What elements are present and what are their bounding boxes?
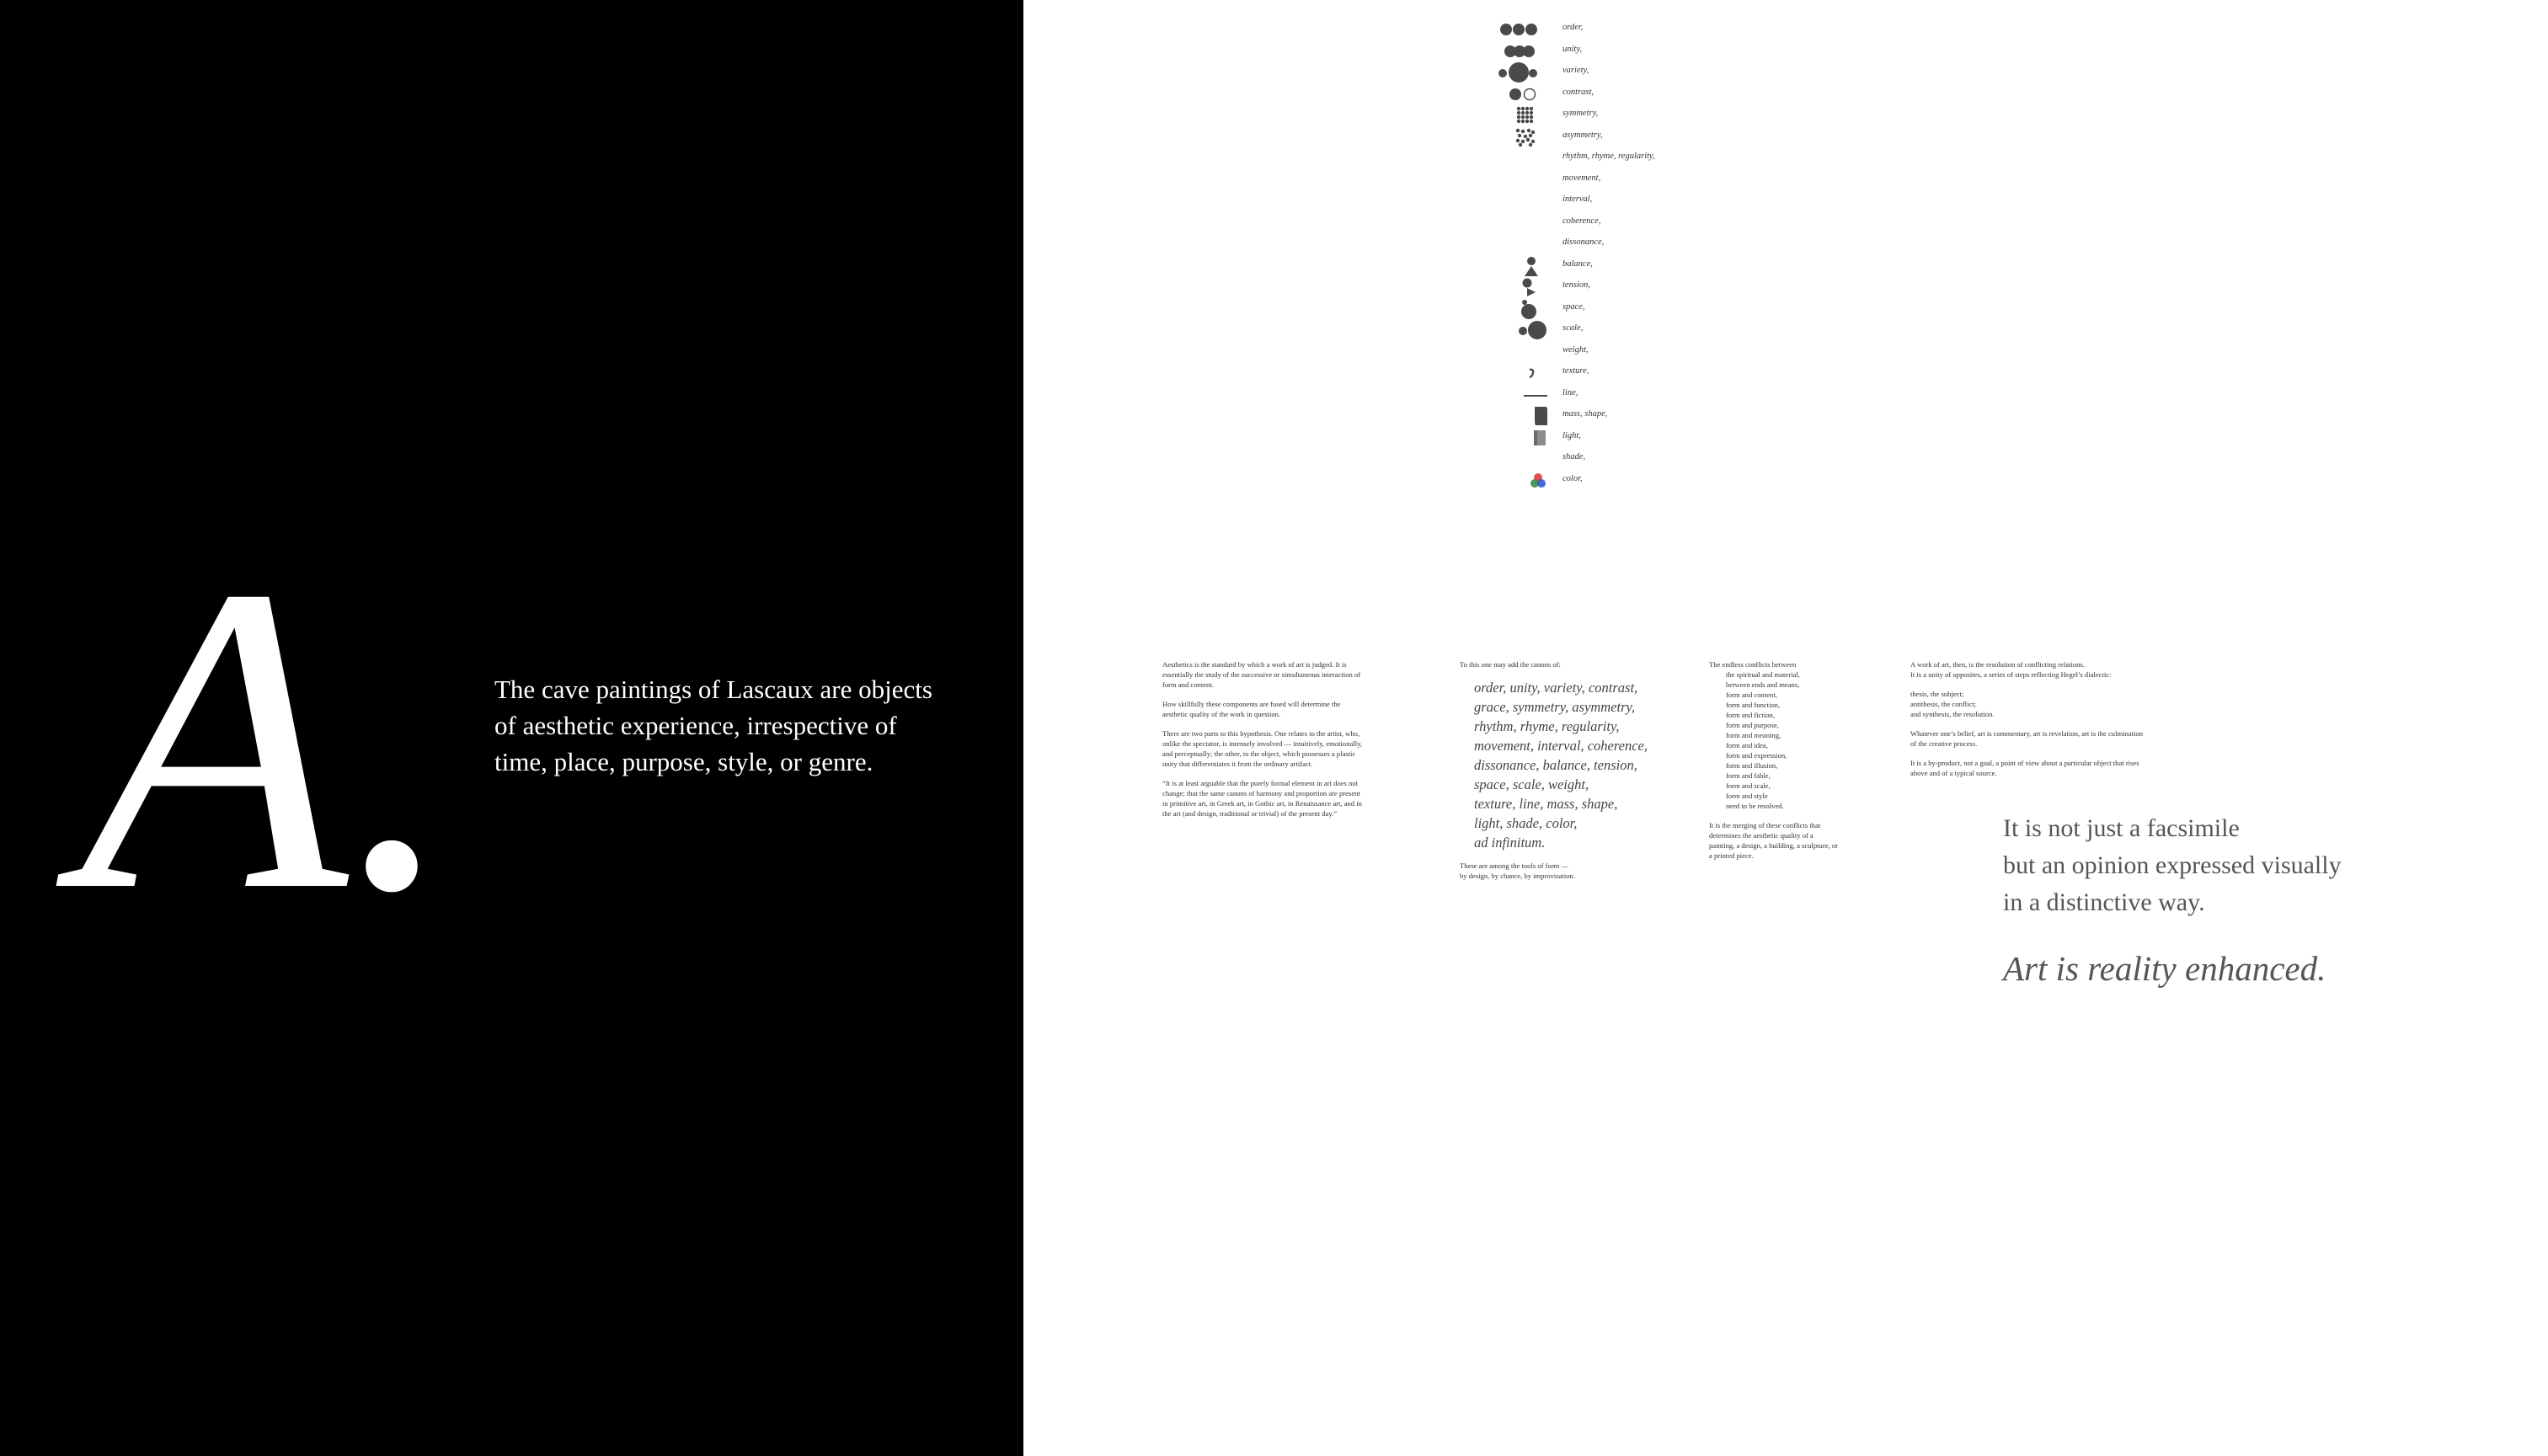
text-line: of the creative process. <box>1910 739 1978 748</box>
text-line: form and fiction, <box>1726 711 1775 719</box>
paragraph <box>1162 659 1415 690</box>
intro-line: of aesthetic experience, irrespective of <box>494 710 897 740</box>
canon-label: movement, <box>1562 173 1601 183</box>
text-line: change; that the same canons of harmony and proportion are present <box>1162 789 1360 797</box>
canon-row-weight <box>1495 341 1748 363</box>
texture-mark-icon <box>1495 363 1552 383</box>
paragraph <box>1910 689 2230 719</box>
text-line: These are among the tools of form — <box>1460 861 1569 870</box>
text-line: “It is at least arguable that the purely formal element in art does not <box>1162 779 1359 787</box>
canon-label: space, <box>1562 301 1585 312</box>
canons-intro: To this one may add the canons of: <box>1460 660 1561 669</box>
quotation <box>1162 778 1415 819</box>
irregular-dot-grid-icon <box>1495 127 1552 147</box>
varied-circles-icon <box>1495 62 1552 83</box>
text-line: need to be resolved. <box>1726 802 1784 810</box>
essay-column-aesthetics <box>1162 659 1415 828</box>
canon-list-line: dissonance, balance, tension, <box>1474 757 1637 773</box>
text-line: How skillfully these components are fused will determine the <box>1162 700 1341 708</box>
dot-grid-icon <box>1495 105 1552 125</box>
text-line: above and of a typical source. <box>1910 769 1997 777</box>
intro-line: time, place, purpose, style, or genre. <box>494 746 873 776</box>
text-line: in primitive art, in Greek art, in Gothic art, in Renaissance art, and in <box>1162 799 1362 808</box>
text-line: form and function, <box>1726 701 1781 709</box>
text-line: There are two parts to this hypothesis. One relates to the artist, who, <box>1162 729 1360 738</box>
canons-outro <box>1460 861 1679 881</box>
essay-column-canons <box>1460 659 1679 881</box>
text-line: thesis, the subject; <box>1910 690 1964 698</box>
canons-list <box>1460 678 1679 852</box>
line-stroke-icon <box>1495 385 1552 405</box>
pull-quote-line: It is not just a facsimile <box>2003 814 2240 842</box>
text-line: form and meaning, <box>1726 731 1781 739</box>
canon-row-space <box>1495 298 1748 320</box>
space-circles-icon <box>1495 299 1552 319</box>
canon-row-unity <box>1495 40 1748 62</box>
text-line: by design, by chance, by improvisation. <box>1460 872 1575 880</box>
canon-row-dissonance <box>1495 233 1748 255</box>
text-line: the spiritual and material, <box>1726 670 1800 679</box>
canon-label: unity, <box>1562 44 1583 54</box>
canon-list-line: grace, symmetry, asymmetry, <box>1474 699 1636 715</box>
text-line: unlike the spectator, is intensely involved — intuitively, emotionally, <box>1162 739 1362 748</box>
pull-quote-line: but an opinion expressed visually <box>2003 851 2342 879</box>
canon-row-contrast <box>1495 83 1748 105</box>
tension-shapes-icon <box>1495 277 1552 297</box>
scale-circles-icon <box>1495 320 1552 340</box>
dark-light-circles-icon <box>1495 84 1552 104</box>
canon-label: rhythm, rhyme, regularity, <box>1562 152 1655 161</box>
rgb-circles-icon <box>1495 471 1552 491</box>
balance-figure-icon <box>1495 256 1552 276</box>
canon-row-balance <box>1495 255 1748 277</box>
text-line: Aesthetics is the standard by which a work of art is judged. It is <box>1162 660 1347 669</box>
text-line: form and expression, <box>1726 751 1787 760</box>
text-line: The endless conflicts between <box>1709 660 1797 669</box>
canon-label: tension, <box>1562 280 1590 290</box>
canon-row-order <box>1495 19 1748 40</box>
text-line: form and scale, <box>1726 781 1771 790</box>
paragraph <box>1910 659 2230 680</box>
essay-column-conflicts <box>1709 659 1894 870</box>
essay-column-resolution <box>1910 659 2230 787</box>
text-line: and synthesis, the resolution. <box>1910 710 1995 718</box>
text-line: It is the merging of these conflicts that <box>1709 821 1821 829</box>
canon-row-asymmetry <box>1495 126 1748 148</box>
text-line: the art (and design, traditional or trivial) of the present day.” <box>1162 809 1338 818</box>
canon-list <box>1495 19 1748 491</box>
canon-row-movement <box>1495 169 1748 191</box>
canon-label: order, <box>1562 23 1584 32</box>
text-line: between ends and means, <box>1726 680 1800 689</box>
canon-list-line: order, unity, variety, contrast, <box>1474 680 1638 696</box>
canon-label: line, <box>1562 387 1578 397</box>
canon-label: dissonance, <box>1562 237 1605 247</box>
canon-label: asymmetry, <box>1562 130 1603 140</box>
canon-row-coherence <box>1495 212 1748 234</box>
canon-row-tension <box>1495 276 1748 298</box>
canon-label: interval, <box>1562 195 1593 204</box>
text-line: form and illusion, <box>1726 761 1778 770</box>
canon-row-scale <box>1495 319 1748 341</box>
text-line: form and fable, <box>1726 771 1771 780</box>
text-line: form and style <box>1726 792 1768 800</box>
intro-line: The cave paintings of Lascaux are objects <box>494 675 932 704</box>
canon-label: variety, <box>1562 66 1589 75</box>
text-line: painting, a design, a building, a sculpture, or <box>1709 841 1838 850</box>
canon-label: light, <box>1562 430 1581 440</box>
text-line: It is a by-product, not a goal, a point of view about a particular object that rises <box>1910 759 2139 767</box>
canon-row-shade <box>1495 448 1748 470</box>
canon-label: contrast, <box>1562 87 1595 97</box>
canon-label: mass, shape, <box>1562 409 1608 419</box>
three-dots-row-icon <box>1495 19 1552 40</box>
canon-label: texture, <box>1562 366 1589 376</box>
canon-label: balance, <box>1562 259 1593 269</box>
canon-label: weight, <box>1562 344 1589 355</box>
canon-row-light <box>1495 427 1748 449</box>
tagline: Art is reality enhanced. <box>2003 949 2326 988</box>
text-line: A work of art, then, is the resolution of conflicting relations. <box>1910 660 2085 669</box>
cube-icon <box>1495 406 1552 426</box>
intro-text <box>494 672 966 780</box>
pull-quote <box>2003 810 2342 921</box>
canon-list-line: ad infinitum. <box>1474 835 1546 851</box>
text-line: and perceptually; the other, to the object, which possesses a plastic <box>1162 749 1356 758</box>
canon-list-line: movement, interval, coherence, <box>1474 738 1648 754</box>
canon-label: coherence, <box>1562 216 1601 226</box>
left-page <box>0 0 1023 1456</box>
text-line: Whatever one’s belief, art is commentary, art is revelation, art is the culmination <box>1910 729 2144 738</box>
text-line: determines the aesthetic quality of a <box>1709 831 1814 840</box>
canon-label: symmetry, <box>1562 109 1599 118</box>
paragraph <box>1162 699 1415 719</box>
text-line: form and idea, <box>1726 741 1768 749</box>
canon-row-symmetry <box>1495 104 1748 126</box>
canon-row-color <box>1495 470 1748 492</box>
canon-list-line: space, scale, weight, <box>1474 776 1589 792</box>
canon-label: scale, <box>1562 323 1584 333</box>
joined-dots-icon <box>1495 41 1552 61</box>
text-line: antithesis, the conflict; <box>1910 700 1977 708</box>
canon-row-line <box>1495 384 1748 406</box>
text-line: form and purpose, <box>1726 721 1779 729</box>
pull-quote-line: in a distinctive way. <box>2003 888 2205 916</box>
paragraph <box>1910 728 2230 749</box>
canon-label: shade, <box>1562 452 1586 461</box>
conflicts-list <box>1709 659 1894 811</box>
canon-list-line: rhythm, rhyme, regularity, <box>1474 718 1620 734</box>
canon-row-texture <box>1495 362 1748 384</box>
canon-list-line: texture, line, mass, shape, <box>1474 796 1618 812</box>
text-line: form and content. <box>1162 680 1214 689</box>
section-letter: A. <box>80 497 457 981</box>
paragraph <box>1709 820 1894 861</box>
text-line: a printed piece. <box>1709 851 1754 860</box>
canon-label: color, <box>1562 473 1583 483</box>
canon-list-line: light, shade, color, <box>1474 815 1578 831</box>
lit-cube-icon <box>1495 428 1552 448</box>
canon-row-mass-shape <box>1495 405 1748 427</box>
text-line: form and content, <box>1726 691 1777 699</box>
canon-row-variety <box>1495 61 1748 83</box>
text-line: essentially the study of the successive or simultaneous interaction of <box>1162 670 1361 679</box>
canon-row-interval <box>1495 190 1748 212</box>
text-line: aesthetic quality of the work in question. <box>1162 710 1281 718</box>
paragraph <box>1910 758 2230 778</box>
text-line: It is a unity of opposites, a series of steps reflecting Hegel’s dialectic: <box>1910 670 2112 679</box>
text-line: unity that differentiates it from the ordinary artifact. <box>1162 760 1313 768</box>
canon-row-rhythm <box>1495 147 1748 169</box>
paragraph <box>1162 728 1415 769</box>
